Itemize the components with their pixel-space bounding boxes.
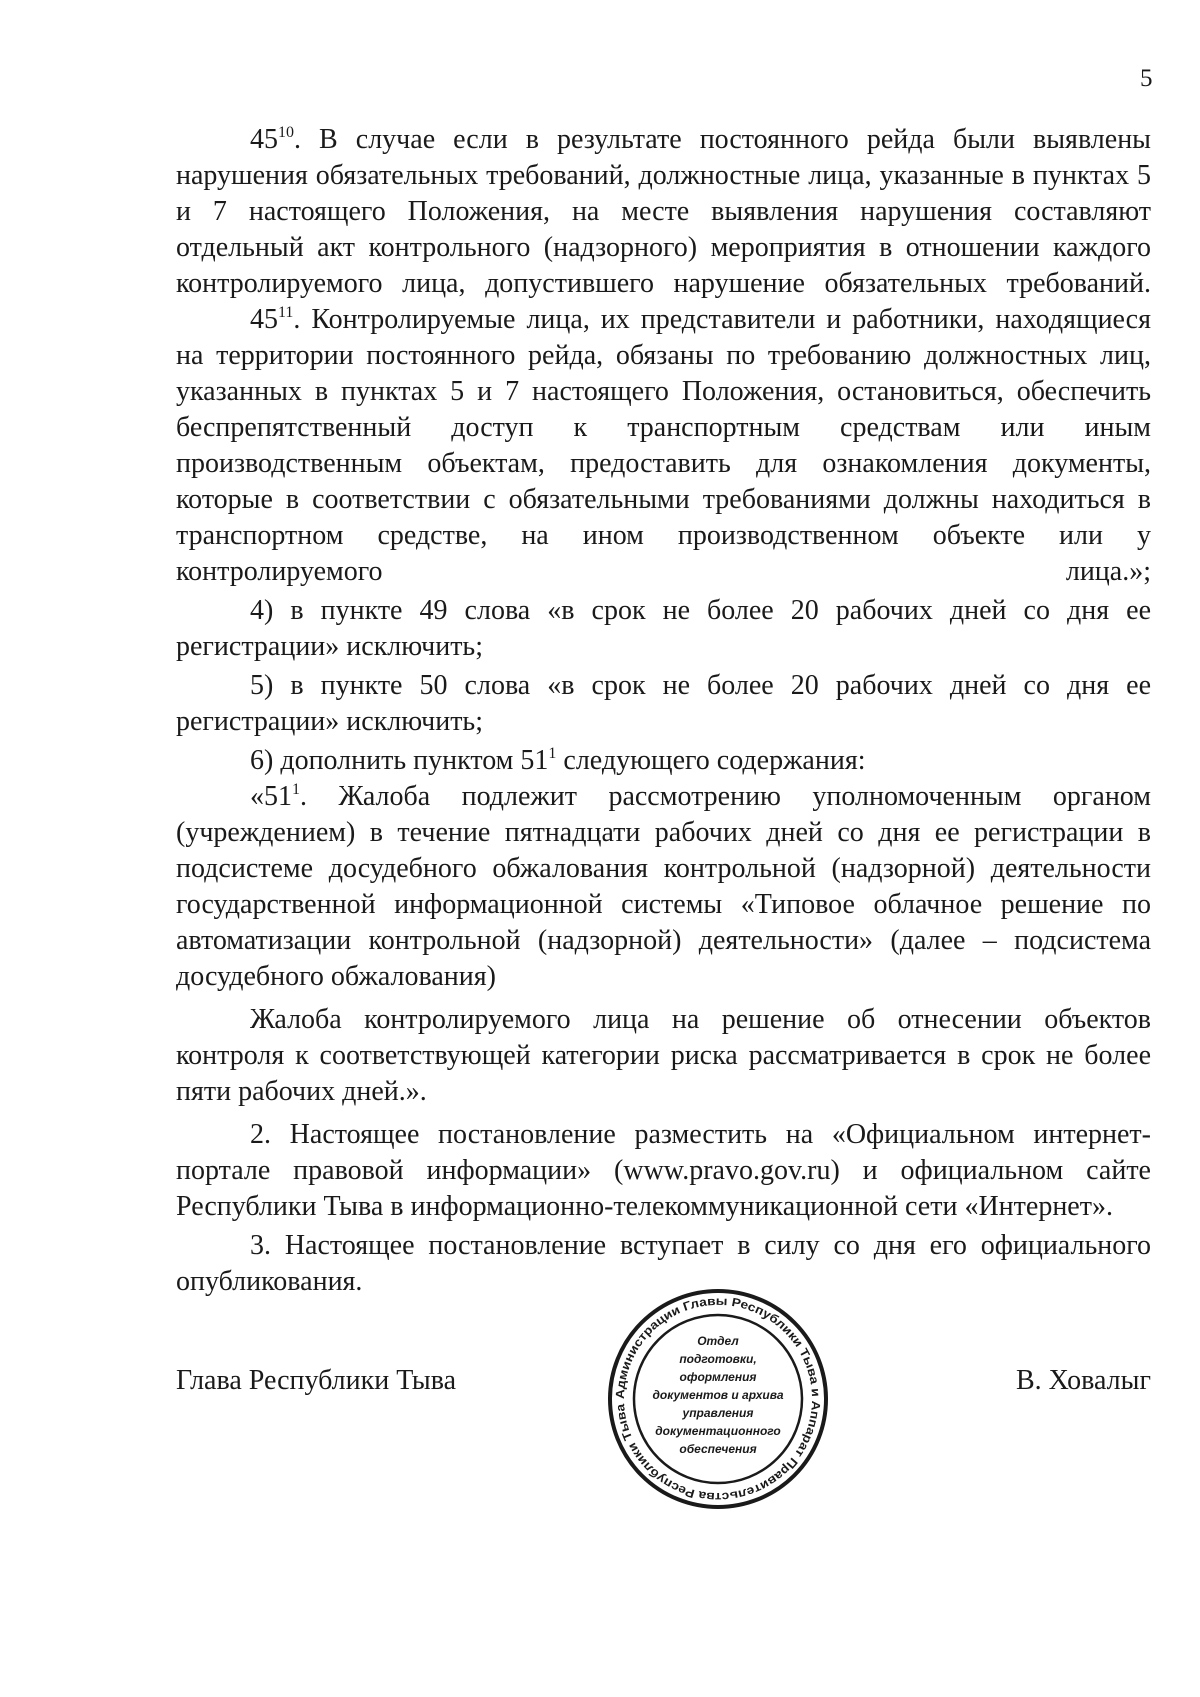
paragraph-number: 45 [250, 124, 278, 155]
paragraph-superscript: 1 [548, 745, 557, 762]
stamp-center-line: Отдел [697, 1334, 739, 1348]
stamp-ring-textpath: Администрации Главы Республики Тыва и Аппарат Правительства Республики Тыва [612, 1293, 824, 1505]
paragraph-51-1 [176, 779, 1151, 995]
page-number: 5 [1140, 65, 1153, 92]
paragraph-item-2: 2. Настоящее постановление разместить на «Официальном интернет-портале правовой информации» (www.pravo.gov.ru) и официальном сайте Республики Тыва в информационно-телекоммуникационной сети «Интернет». [176, 1119, 1151, 1222]
signature-name: В. Ховалыг [1016, 1365, 1151, 1396]
paragraph-number: 45 [250, 304, 278, 335]
paragraph-text: . В случае если в результате постоянного рейда были выявлены нарушения обязательных требований, должностные лица, указанные в пунктах 5 и 7 настоящего Положения, на месте выявления нарушения составляют отдельный акт контрольного (надзорного) мероприятия в отношении каждого контролируемого лица, допустившего нарушение обязательных требований. [176, 124, 1151, 299]
stamp-center-line: оформления [679, 1370, 757, 1384]
paragraph-text: . Контролируемые лица, их представители и работники, находящиеся на территории постоянного рейда, обязаны по требованию должностных лиц, указанных в пунктах 5 и 7 настоящего Положения, остановиться, обеспечить беспрепятственный доступ к транспортным средствам или иным производственным объектам, предоставить для ознакомления документы, которые в соответствии с обязательными требованиями должны находиться в транспортном средстве, на ином производственном объекте или у контролируемого лица.»; [176, 304, 1151, 587]
stamp-center-line: документов и архива [652, 1388, 784, 1402]
document-body [176, 122, 1151, 1300]
paragraph-item-6 [176, 743, 1151, 779]
paragraph-item-3: 3. Настоящее постановление вступает в силу со дня его официального опубликования. [176, 1230, 1151, 1297]
paragraph-text: 6) дополнить пунктом 51 [250, 745, 549, 776]
stamp-center-line: управления [682, 1406, 754, 1420]
paragraph-superscript: 1 [292, 781, 300, 798]
paragraph-complaint-risk: Жалоба контролируемого лица на решение об отнесении объектов контроля к соответствующей категории риска рассматривается в срок не более пяти рабочих дней.». [176, 1004, 1151, 1107]
paragraph-text: «51 [250, 781, 292, 812]
paragraph-item-4: 4) в пункте 49 слова «в срок не более 20 рабочих дней со дня ее регистрации» исключить; [176, 595, 1151, 662]
paragraph-item-5: 5) в пункте 50 слова «в срок не более 20 рабочих дней со дня ее регистрации» исключить; [176, 670, 1151, 737]
stamp-center-line: подготовки, [679, 1352, 757, 1366]
paragraph-superscript: 11 [278, 304, 294, 321]
paragraph-45-10 [176, 122, 1151, 302]
paragraph-text: следующего содержания: [556, 745, 866, 776]
paragraph-superscript: 10 [278, 124, 294, 141]
stamp-center-line: документационного [655, 1424, 781, 1438]
official-stamp [606, 1287, 830, 1511]
paragraph-45-11 [176, 302, 1151, 590]
signature-role: Глава Республики Тыва [176, 1365, 457, 1396]
stamp-center-line: обеспечения [679, 1442, 757, 1456]
paragraph-text: . Жалоба подлежит рассмотрению уполномоченным органом (учреждением) в течение пятнадцати рабочих дней со дня ее регистрации в подсистеме досудебного обжалования контрольной (надзорной) деятельности государственной информационной системы «Типовое облачное решение по автоматизации контрольной (надзорной) деятельности» (далее – подсистема досудебного обжалования) [176, 781, 1151, 992]
